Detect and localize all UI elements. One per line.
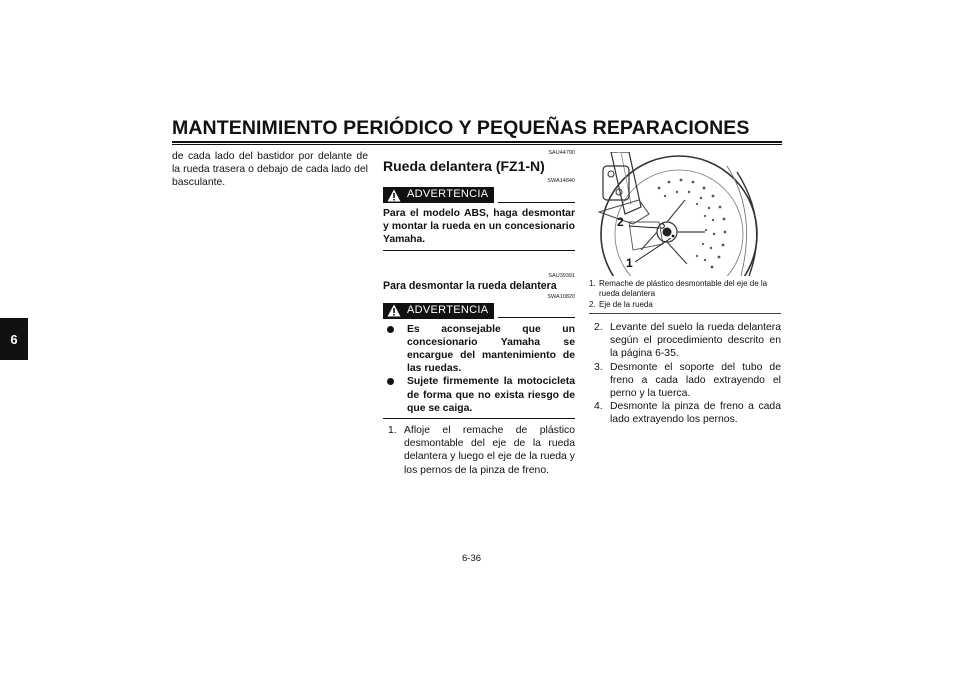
- page-title: MANTENIMIENTO PERIÓDICO Y PEQUEÑAS REPARACIONES: [172, 117, 750, 139]
- figure-callout-1: 1: [626, 256, 633, 270]
- step-number: 1.: [388, 425, 397, 437]
- section-code: SAU44790: [548, 150, 575, 156]
- list-item: [589, 321, 781, 361]
- chapter-tab: 6: [0, 318, 28, 360]
- step-number: 2.: [594, 322, 603, 333]
- warning-bullet-list: [383, 323, 575, 415]
- warning-header: [383, 187, 575, 203]
- warning-badge: [383, 303, 494, 319]
- warning-header-rule: [498, 188, 575, 203]
- warning-code: SWA10820: [547, 293, 575, 300]
- figure-caption: [589, 279, 781, 299]
- title-rule-thin: [172, 144, 782, 145]
- warning-triangle-icon: [387, 189, 401, 202]
- column-left: [172, 150, 368, 190]
- warning-label: ADVERTENCIA: [407, 304, 489, 316]
- bullet-text: Es aconsejable que un concesionario Yamaha se encargue del mantenimiento de las ruedas.: [407, 323, 575, 375]
- continued-paragraph: de cada lado del bastidor por delante de la rueda trasera o debajo de cada lado del basculante.: [172, 151, 368, 189]
- figure-callout-2: 2: [617, 215, 624, 229]
- figure-captions: [589, 279, 781, 310]
- step-number: 3.: [594, 361, 603, 373]
- list-item: [383, 323, 575, 376]
- title-rule: [172, 141, 782, 143]
- step-text: Afloje el remache de plástico desmontable del eje de la rueda delantera y luego el eje de la rueda y los pernos de la pinza de freno.: [404, 425, 575, 476]
- page-number: 6-36: [462, 553, 482, 564]
- front-wheel-figure: [589, 152, 781, 276]
- caption-rule: [589, 313, 781, 314]
- step-text: Desmonte el soporte del tubo de freno a cada lado extrayendo el perno y la tuerca.: [610, 361, 781, 400]
- warning-label: ADVERTENCIA: [407, 188, 489, 201]
- warning-triangle-icon: [387, 304, 401, 317]
- bullet-icon: [387, 378, 394, 385]
- bullet-icon: [387, 326, 394, 333]
- list-item: [383, 424, 575, 477]
- list-item: [383, 375, 575, 415]
- subsection-title: Para desmontar la rueda delantera: [383, 279, 557, 292]
- warning-header-rule: [498, 303, 575, 318]
- subsection-code: SAU39391: [548, 272, 575, 279]
- section-title: Rueda delantera (FZ1-N): [383, 158, 545, 174]
- figure-caption: [589, 300, 781, 310]
- bullet-text: Sujete firmemente la motocicleta de forma que no exista riesgo de que se caiga.: [407, 376, 575, 414]
- warning-code: SWA14840: [547, 178, 575, 184]
- list-item: [589, 361, 781, 401]
- step-list: [589, 321, 781, 427]
- step-text: Desmonte la pinza de freno a cada lado extrayendo los pernos.: [610, 401, 781, 426]
- caption-text: Remache de plástico desmontable del eje de la rueda delantera: [599, 279, 768, 298]
- warning-text: Para el modelo ABS, haga desmontar y montar la rueda en un concesionario Yamaha.: [383, 208, 575, 246]
- column-middle: [383, 150, 575, 477]
- list-item: [589, 400, 781, 426]
- warning-header: [383, 303, 575, 319]
- step-list: [383, 424, 575, 477]
- warning-badge: [383, 187, 494, 203]
- caption-number: 1.: [589, 279, 596, 288]
- front-wheel-illustration: [589, 152, 781, 276]
- column-right: [589, 150, 781, 427]
- caption-text: Eje de la rueda: [599, 300, 653, 309]
- step-number: 4.: [594, 401, 603, 413]
- step-text: Levante del suelo la rueda delantera según el procedimiento descrito en la página 6-35.: [610, 322, 781, 360]
- caption-number: 2.: [589, 300, 596, 309]
